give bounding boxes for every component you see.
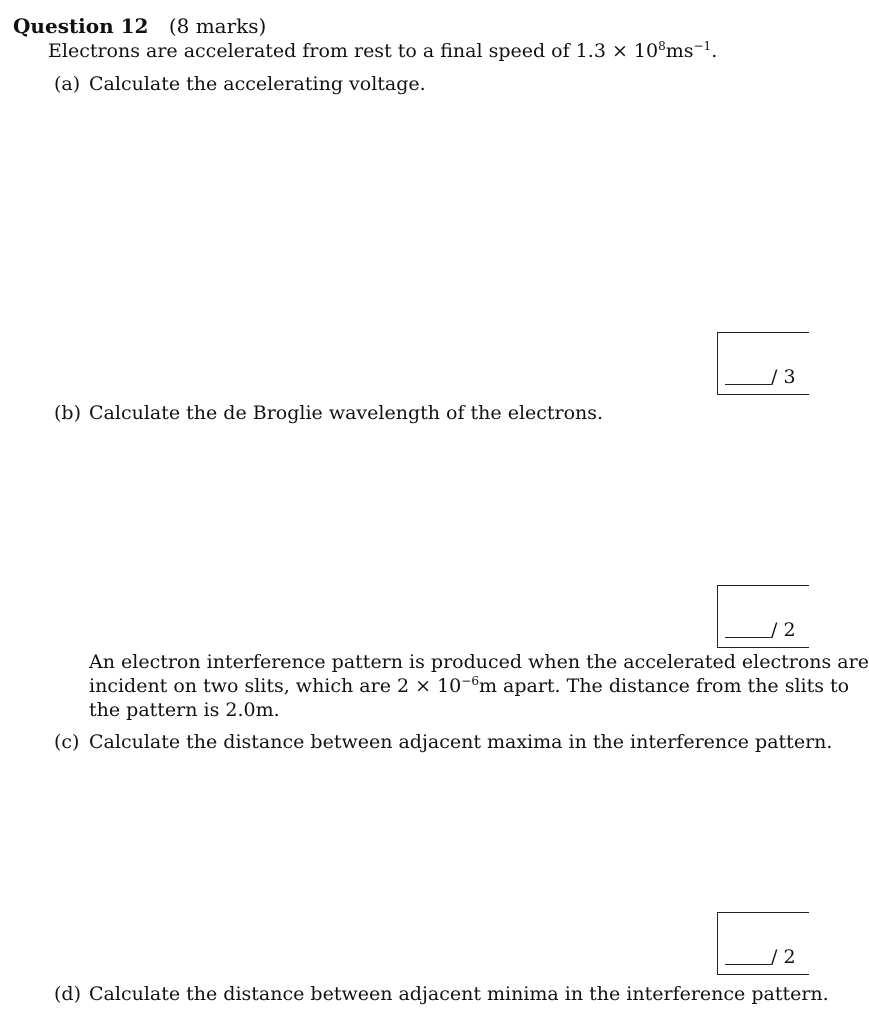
paragraph-exponent: −6 xyxy=(461,674,479,688)
mark-entry-line-c xyxy=(725,964,771,965)
part-a-label: (a) xyxy=(54,73,81,95)
mark-total-b: / 2 xyxy=(771,619,796,641)
mark-entry-line-b xyxy=(725,637,771,638)
part-d-label: (d) xyxy=(54,983,81,1005)
paragraph-line-3: the pattern is 2.0m. xyxy=(89,699,280,721)
part-b-label: (b) xyxy=(54,402,81,424)
part-b xyxy=(54,402,603,424)
mark-total-c: / 2 xyxy=(771,946,796,968)
question-intro xyxy=(48,40,717,62)
paragraph-line-2 xyxy=(89,674,850,698)
mark-total-a: / 3 xyxy=(771,366,796,388)
mark-entry-line-a xyxy=(725,384,771,385)
question-title: Question 12 xyxy=(13,14,149,38)
intro-unit-exponent: −1 xyxy=(693,39,712,53)
mark-box-b[interactable] xyxy=(717,585,809,648)
paragraph-line-2-suffix: m apart. The distance from the slits to xyxy=(478,675,850,697)
mark-box-a[interactable] xyxy=(717,332,809,395)
part-c-text: Calculate the distance between adjacent maxima in the interference pattern. xyxy=(89,731,833,753)
part-a xyxy=(54,73,426,95)
part-b-text: Calculate the de Broglie wavelength of the electrons. xyxy=(89,402,604,424)
question-marks: (8 marks) xyxy=(168,14,267,38)
part-c xyxy=(54,731,832,753)
part-d-text: Calculate the distance between adjacent minima in the interference pattern. xyxy=(89,983,829,1005)
part-a-text: Calculate the accelerating voltage. xyxy=(89,73,426,95)
intro-end: . xyxy=(711,40,718,62)
paragraph-line-2-prefix: incident on two slits, which are 2 × 10 xyxy=(89,675,462,697)
intro-exponent: 8 xyxy=(658,39,666,53)
mark-box-c[interactable] xyxy=(717,912,809,975)
intro-text: Electrons are accelerated from rest to a final speed of 1.3 × 10 xyxy=(48,40,659,62)
part-c-label: (c) xyxy=(54,731,80,753)
context-paragraph xyxy=(89,650,869,722)
paragraph-line-1: An electron interference pattern is produced when the accelerated electrons are xyxy=(89,651,869,673)
part-d xyxy=(54,983,829,1005)
intro-unit: ms xyxy=(665,40,694,62)
question-header xyxy=(13,14,266,38)
